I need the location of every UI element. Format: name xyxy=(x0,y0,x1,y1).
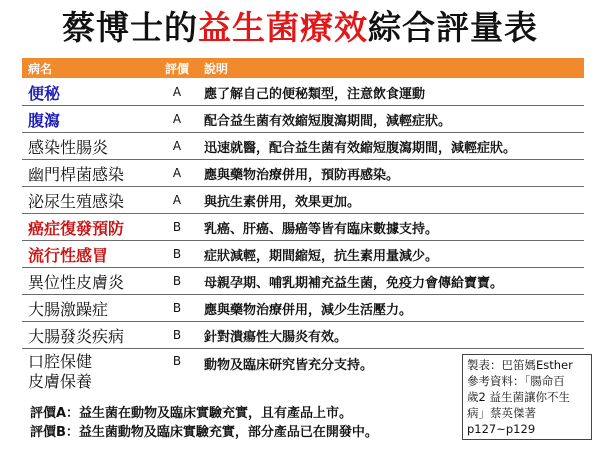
grade-cell: A xyxy=(156,160,198,187)
note-line: 歲2 益生菌讓你不生 xyxy=(467,390,570,404)
note-line: 製表：巴笛媽Esther xyxy=(467,358,573,372)
grade-cell: B xyxy=(156,241,198,268)
title-part2: 綜合評量表 xyxy=(368,8,538,47)
header-name: 病名 xyxy=(22,58,156,79)
grade-cell: B xyxy=(156,295,198,322)
grade-cell: B xyxy=(156,322,198,349)
description-cell: 配合益生菌有效縮短腹瀉期間，減輕症狀。 xyxy=(198,106,584,133)
grade-cell: B xyxy=(156,214,198,241)
description-cell: 迅速就醫，配合益生菌有效縮短腹瀉期間，減輕症狀。 xyxy=(198,133,584,160)
legend-line-a: 評價A：益生菌在動物及臨床實驗充實，且有產品上市。 xyxy=(30,406,353,421)
disease-name: 癌症復發預防 xyxy=(22,214,156,241)
disease-name-line2: 皮膚保養 xyxy=(28,371,93,391)
description-cell: 母親孕期、哺乳期補充益生菌，免疫力會傳給寶寶。 xyxy=(198,268,584,295)
description-cell: 針對潰瘍性大腸炎有效。 xyxy=(198,322,584,349)
description-cell: 乳癌、肝癌、腸癌等皆有臨床數據支持。 xyxy=(198,214,584,241)
table-header-row xyxy=(22,58,584,79)
grade-cell: A xyxy=(156,187,198,214)
disease-name xyxy=(22,349,156,395)
grade-cell: B xyxy=(172,354,182,368)
title-highlight: 益生菌療效 xyxy=(198,8,368,47)
table-row xyxy=(22,79,584,106)
table-row xyxy=(22,214,584,241)
table-row xyxy=(22,268,584,295)
grade-cell: B xyxy=(156,268,198,295)
description-cell: 與抗生素併用，效果更加。 xyxy=(198,187,584,214)
header-desc: 說明 xyxy=(198,58,584,79)
disease-name: 幽門桿菌感染 xyxy=(22,160,156,187)
disease-name: 異位性皮膚炎 xyxy=(22,268,156,295)
table-row xyxy=(22,295,584,322)
table-row xyxy=(22,187,584,214)
grade-cell: A xyxy=(156,106,198,133)
disease-name: 便秘 xyxy=(22,79,156,106)
disease-name: 流行性感冒 xyxy=(22,241,156,268)
note-line: 病」蔡英傑著 xyxy=(467,406,536,420)
disease-name: 腹瀉 xyxy=(22,106,156,133)
disease-name: 泌尿生殖感染 xyxy=(22,187,156,214)
note-line: 參考資料：「腸命百 xyxy=(467,374,565,388)
legend-line-b: 評價B：益生菌動物及臨床實驗充實，部分產品已在開發中。 xyxy=(30,425,378,440)
table-row xyxy=(22,106,584,133)
table-row xyxy=(22,322,584,349)
title-part1: 蔡博士的 xyxy=(62,8,198,47)
description-cell: 應了解自己的便秘類型，注意飲食運動 xyxy=(198,79,584,106)
table-row xyxy=(22,133,584,160)
source-note xyxy=(462,354,592,440)
grade-cell: A xyxy=(156,79,198,106)
table-row xyxy=(22,241,584,268)
disease-name: 大腸發炎疾病 xyxy=(22,322,156,349)
disease-name: 感染性腸炎 xyxy=(22,133,156,160)
note-line: p127~p129 xyxy=(467,422,536,436)
header-grade: 評價 xyxy=(156,58,198,79)
evaluation-table xyxy=(22,58,584,394)
description-cell: 症狀減輕，期間縮短，抗生素用量減少。 xyxy=(198,241,584,268)
disease-name: 大腸激躁症 xyxy=(22,295,156,322)
description-cell: 動物及臨床研究皆充分支持。 xyxy=(204,358,374,373)
grade-legend xyxy=(30,404,470,442)
grade-cell: A xyxy=(156,133,198,160)
description-cell: 應與藥物治療併用，預防再感染。 xyxy=(198,160,584,187)
disease-name-line1: 口腔保健 xyxy=(28,351,93,371)
description-cell: 應與藥物治療併用，減少生活壓力。 xyxy=(198,295,584,322)
page-title xyxy=(0,6,600,50)
table-row xyxy=(22,160,584,187)
